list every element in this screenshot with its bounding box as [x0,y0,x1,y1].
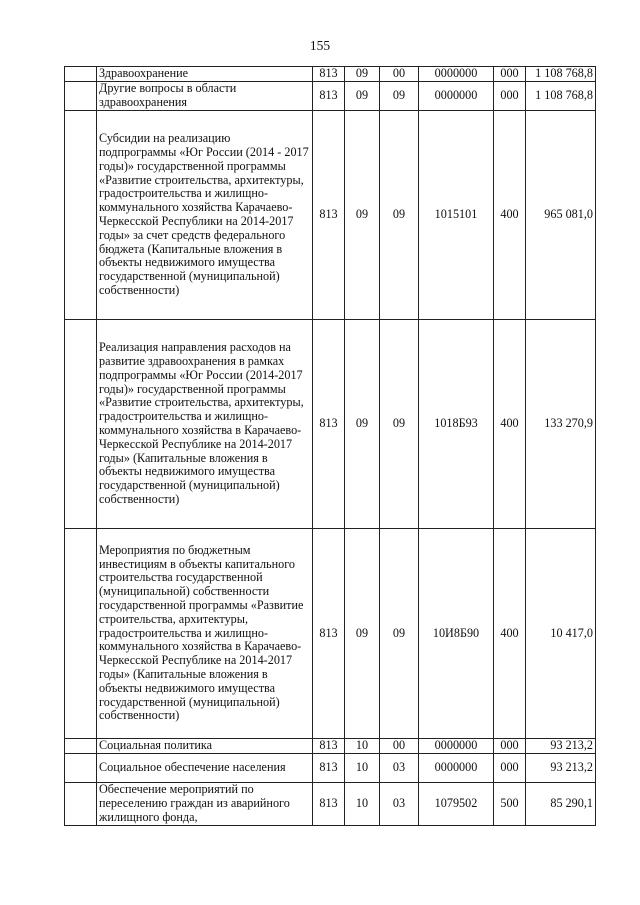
row-sum: 93 213,2 [526,739,596,754]
row-section: 09 [345,67,380,82]
row-name: Субсидии на реализацию подпрограммы «Юг России (2014 - 2017 годы)» государственной программы «Развитие строительства, архитектуры, градостроительства и жилищно-коммунального хозяйства Карачаево-Черкесской Республики на 2014-2017 годы» за счет средств федерального бюджета (Капитальные вложения в объекты недвижимого имущества государственной (муниципальной) собственности) [97,111,313,320]
row-ministry-code: 813 [313,82,345,111]
row-number-cell [65,111,97,320]
table-row-health-direction [65,320,596,529]
row-ministry-code: 813 [313,754,345,783]
row-ministry-code: 813 [313,67,345,82]
row-expense-type: 000 [494,739,526,754]
row-target-article: 0000000 [419,82,494,111]
row-expense-type: 000 [494,82,526,111]
row-expense-type: 500 [494,783,526,826]
row-number-cell [65,739,97,754]
row-subsection: 09 [380,111,419,320]
table-row-subsidy [65,111,596,320]
row-ministry-code: 813 [313,739,345,754]
row-name: Мероприятия по бюджетным инвестициям в объекты капитального строительства государственной (муниципальной) собственности государственной программы «Развитие строительства, архитектуры, градостроительства и жилищно-коммунального хозяйства в Карачаево-Черкесской Республике на 2014-2017 годы» (Капитальные вложения в объекты недвижимого имущества государственной (муниципальной) собственности) [97,529,313,739]
row-name: Другие вопросы в области здравоохранения [97,82,313,111]
row-section: 10 [345,783,380,826]
row-ministry-code: 813 [313,783,345,826]
row-target-article: 0000000 [419,754,494,783]
row-name: Обеспечение мероприятий по переселению граждан из аварийного жилищного фонда, [97,783,313,826]
row-section: 10 [345,754,380,783]
row-section: 09 [345,82,380,111]
row-subsection: 09 [380,529,419,739]
row-subsection: 03 [380,754,419,783]
table-row-social-policy [65,739,596,754]
table-row-social-support [65,754,596,783]
table-row-resettlement [65,783,596,826]
row-name: Реализация направления расходов на развитие здравоохранения в рамках подпрограммы «Юг России (2014-2017 годы)» государственной программы «Развитие строительства, архитектуры, градостроительства и жилищно-коммунального хозяйства в Карачаево-Черкесской Республике на 2014-2017 годы» (Капитальные вложения в объекты недвижимого имущества государственной (муниципальной) собственности) [97,320,313,529]
row-name: Здравоохранение [97,67,313,82]
row-number-cell [65,320,97,529]
row-expense-type: 400 [494,111,526,320]
row-sum: 1 108 768,8 [526,67,596,82]
row-subsection: 03 [380,783,419,826]
row-target-article: 1015101 [419,111,494,320]
row-sum: 1 108 768,8 [526,82,596,111]
row-ministry-code: 813 [313,111,345,320]
table-row-other-health [65,82,596,111]
row-subsection: 09 [380,320,419,529]
row-ministry-code: 813 [313,529,345,739]
row-section: 09 [345,320,380,529]
row-number-cell [65,754,97,783]
row-target-article: 1079502 [419,783,494,826]
row-name: Социальное обеспечение населения [97,754,313,783]
row-sum: 133 270,9 [526,320,596,529]
row-sum: 85 290,1 [526,783,596,826]
row-number-cell [65,82,97,111]
row-subsection: 09 [380,82,419,111]
row-sum: 10 417,0 [526,529,596,739]
table-row-budget-investments [65,529,596,739]
row-sum: 93 213,2 [526,754,596,783]
row-expense-type: 000 [494,754,526,783]
row-target-article: 10И8Б90 [419,529,494,739]
row-ministry-code: 813 [313,320,345,529]
row-expense-type: 400 [494,529,526,739]
row-target-article: 1018Б93 [419,320,494,529]
table-row-healthcare [65,67,596,82]
row-expense-type: 000 [494,67,526,82]
row-section: 09 [345,111,380,320]
row-number-cell [65,67,97,82]
row-subsection: 00 [380,739,419,754]
row-number-cell [65,529,97,739]
row-section: 10 [345,739,380,754]
row-expense-type: 400 [494,320,526,529]
row-section: 09 [345,529,380,739]
row-target-article: 0000000 [419,739,494,754]
row-target-article: 0000000 [419,67,494,82]
row-name: Социальная политика [97,739,313,754]
row-subsection: 00 [380,67,419,82]
row-number-cell [65,783,97,826]
row-sum: 965 081,0 [526,111,596,320]
page-number: 155 [309,38,331,53]
budget-table [64,66,596,826]
